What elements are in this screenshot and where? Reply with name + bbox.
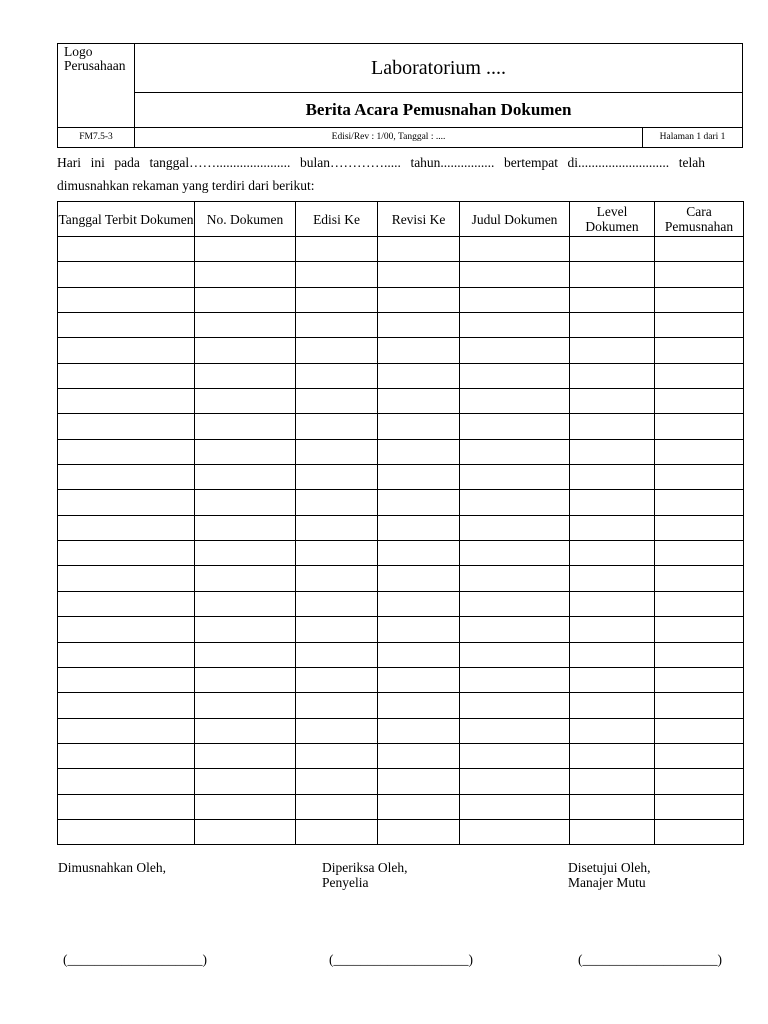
month-blank: bulan…………..... xyxy=(300,155,401,170)
table-cell xyxy=(58,794,195,819)
table-cell xyxy=(195,718,296,743)
table-cell xyxy=(195,566,296,591)
table-cell xyxy=(460,515,570,540)
table-cell xyxy=(570,718,655,743)
table-cell xyxy=(460,313,570,338)
intro-paragraph xyxy=(57,151,705,197)
table-cell xyxy=(58,566,195,591)
table-cell xyxy=(570,819,655,844)
table-cell xyxy=(195,769,296,794)
table-row xyxy=(58,363,744,388)
table-cell xyxy=(296,566,378,591)
table-cell xyxy=(655,389,744,414)
table-cell xyxy=(58,718,195,743)
table-cell xyxy=(296,667,378,692)
table-cell xyxy=(570,642,655,667)
table-cell xyxy=(195,667,296,692)
column-header-document-number: No. Dokumen xyxy=(195,202,296,237)
table-cell xyxy=(195,490,296,515)
intro-word: ini xyxy=(90,155,105,170)
intro-word: Hari xyxy=(57,155,81,170)
table-cell xyxy=(460,287,570,312)
table-cell xyxy=(378,465,460,490)
intro-word: bertempat xyxy=(504,155,558,170)
table-cell xyxy=(58,465,195,490)
table-cell xyxy=(378,338,460,363)
table-cell xyxy=(58,414,195,439)
table-cell xyxy=(378,667,460,692)
table-cell xyxy=(655,313,744,338)
table-cell xyxy=(460,465,570,490)
table-cell xyxy=(460,439,570,464)
table-cell xyxy=(58,439,195,464)
table-cell xyxy=(655,591,744,616)
table-cell xyxy=(296,743,378,768)
document-title: Berita Acara Pemusnahan Dokumen xyxy=(305,100,572,119)
table-cell xyxy=(655,287,744,312)
table-cell xyxy=(655,743,744,768)
table-cell xyxy=(58,338,195,363)
table-cell xyxy=(58,313,195,338)
table-cell xyxy=(570,515,655,540)
table-cell xyxy=(460,262,570,287)
table-cell xyxy=(195,743,296,768)
table-cell xyxy=(58,490,195,515)
table-cell xyxy=(296,338,378,363)
table-cell xyxy=(655,262,744,287)
table-cell xyxy=(570,237,655,262)
table-cell xyxy=(296,313,378,338)
table-cell xyxy=(195,693,296,718)
table-cell xyxy=(296,363,378,388)
table-cell xyxy=(655,693,744,718)
table-cell xyxy=(570,414,655,439)
table-row xyxy=(58,541,744,566)
table-cell xyxy=(195,389,296,414)
table-cell xyxy=(655,617,744,642)
table-cell xyxy=(655,490,744,515)
table-cell xyxy=(655,363,744,388)
table-cell xyxy=(296,591,378,616)
table-cell xyxy=(296,490,378,515)
table-cell xyxy=(296,541,378,566)
table-cell xyxy=(195,363,296,388)
table-cell xyxy=(296,819,378,844)
table-cell xyxy=(570,338,655,363)
table-cell xyxy=(570,617,655,642)
signature-role: Penyelia xyxy=(322,875,369,890)
table-cell xyxy=(570,313,655,338)
table-cell xyxy=(296,794,378,819)
table-cell xyxy=(58,541,195,566)
table-cell xyxy=(195,541,296,566)
table-cell xyxy=(378,693,460,718)
table-cell xyxy=(58,287,195,312)
table-cell xyxy=(655,819,744,844)
table-cell xyxy=(58,819,195,844)
table-cell xyxy=(655,642,744,667)
table-row xyxy=(58,693,744,718)
table-cell xyxy=(195,591,296,616)
table-cell xyxy=(378,642,460,667)
table-cell xyxy=(296,287,378,312)
table-cell xyxy=(378,769,460,794)
table-row xyxy=(58,465,744,490)
table-cell xyxy=(378,617,460,642)
table-cell xyxy=(460,794,570,819)
table-cell xyxy=(655,237,744,262)
column-header-issue-date: Tanggal Terbit Dokumen xyxy=(58,202,195,237)
signature-block-approved-by xyxy=(568,860,651,890)
table-cell xyxy=(460,743,570,768)
table-cell xyxy=(58,642,195,667)
table-cell xyxy=(195,642,296,667)
table-cell xyxy=(655,718,744,743)
table-cell xyxy=(460,642,570,667)
document-header xyxy=(57,43,743,148)
table-cell xyxy=(378,819,460,844)
table-cell xyxy=(570,389,655,414)
table-cell xyxy=(460,769,570,794)
table-cell xyxy=(570,743,655,768)
table-cell xyxy=(195,262,296,287)
table-row xyxy=(58,237,744,262)
table-cell xyxy=(655,541,744,566)
column-header-destruction-method: Cara Pemusnahan xyxy=(655,202,744,237)
laboratory-title: Laboratorium .... xyxy=(135,44,742,93)
location-blank: di........................... xyxy=(567,155,670,170)
table-cell xyxy=(195,465,296,490)
table-cell xyxy=(58,743,195,768)
table-cell xyxy=(58,389,195,414)
table-cell xyxy=(58,769,195,794)
table-cell xyxy=(460,566,570,591)
table-row xyxy=(58,414,744,439)
table-cell xyxy=(570,693,655,718)
table-cell xyxy=(570,794,655,819)
table-row xyxy=(58,490,744,515)
table-cell xyxy=(655,667,744,692)
table-row xyxy=(58,566,744,591)
table-cell xyxy=(378,515,460,540)
table-cell xyxy=(378,262,460,287)
table-cell xyxy=(655,566,744,591)
signature-label: Diperiksa Oleh, xyxy=(322,860,408,875)
table-cell xyxy=(195,515,296,540)
intro-line-2: dimusnahkan rekaman yang terdiri dari berikut: xyxy=(57,178,315,193)
table-cell xyxy=(195,287,296,312)
table-cell xyxy=(378,566,460,591)
column-header-revision: Revisi Ke xyxy=(378,202,460,237)
intro-word: pada xyxy=(114,155,140,170)
table-cell xyxy=(378,591,460,616)
table-cell xyxy=(296,414,378,439)
table-row xyxy=(58,617,744,642)
table-cell xyxy=(570,439,655,464)
table-cell xyxy=(195,414,296,439)
table-cell xyxy=(570,363,655,388)
table-row xyxy=(58,667,744,692)
table-cell xyxy=(58,262,195,287)
table-cell xyxy=(655,338,744,363)
table-cell xyxy=(58,591,195,616)
table-row xyxy=(58,718,744,743)
table-cell xyxy=(655,794,744,819)
table-cell xyxy=(655,414,744,439)
table-cell xyxy=(378,490,460,515)
table-cell xyxy=(378,743,460,768)
table-row xyxy=(58,262,744,287)
table-cell xyxy=(58,667,195,692)
table-cell xyxy=(460,819,570,844)
column-header-document-level: Level Dokumen xyxy=(570,202,655,237)
table-row xyxy=(58,287,744,312)
table-cell xyxy=(460,363,570,388)
column-header-edition: Edisi Ke xyxy=(296,202,378,237)
table-cell xyxy=(460,490,570,515)
table-cell xyxy=(655,465,744,490)
table-cell xyxy=(378,541,460,566)
table-cell xyxy=(58,617,195,642)
signature-role: Manajer Mutu xyxy=(568,875,646,890)
table-cell xyxy=(655,769,744,794)
table-cell xyxy=(195,794,296,819)
table-cell xyxy=(460,591,570,616)
table-cell xyxy=(296,465,378,490)
table-cell xyxy=(570,667,655,692)
signature-line: (____________________) xyxy=(63,952,207,967)
table-row xyxy=(58,769,744,794)
table-body xyxy=(58,237,744,845)
table-cell xyxy=(195,617,296,642)
table-cell xyxy=(296,262,378,287)
signature-block-destroyed-by xyxy=(58,860,166,875)
signature-block-checked-by xyxy=(322,860,407,890)
intro-word: telah xyxy=(678,155,705,170)
table-cell xyxy=(378,363,460,388)
year-blank: tahun................ xyxy=(410,155,495,170)
table-cell xyxy=(58,693,195,718)
table-row xyxy=(58,389,744,414)
table-cell xyxy=(570,769,655,794)
table-cell xyxy=(296,642,378,667)
records-table xyxy=(57,201,744,845)
table-cell xyxy=(570,262,655,287)
table-row xyxy=(58,642,744,667)
table-cell xyxy=(58,363,195,388)
form-code: FM7.5-3 xyxy=(58,128,135,148)
table-cell xyxy=(460,718,570,743)
signature-label: Dimusnahkan Oleh, xyxy=(58,860,166,875)
table-cell xyxy=(296,237,378,262)
table-cell xyxy=(195,439,296,464)
table-row xyxy=(58,743,744,768)
table-cell xyxy=(296,718,378,743)
table-cell xyxy=(460,414,570,439)
table-cell xyxy=(58,515,195,540)
table-row xyxy=(58,591,744,616)
table-cell xyxy=(296,617,378,642)
page-number: Halaman 1 dari 1 xyxy=(642,128,742,148)
table-cell xyxy=(460,338,570,363)
table-row xyxy=(58,819,744,844)
table-cell xyxy=(570,465,655,490)
table-cell xyxy=(378,237,460,262)
table-cell xyxy=(655,439,744,464)
table-cell xyxy=(460,667,570,692)
table-cell xyxy=(296,693,378,718)
table-cell xyxy=(570,541,655,566)
table-cell xyxy=(296,439,378,464)
edition-revision: Edisi/Rev : 1/00, Tanggal : .... xyxy=(331,132,446,142)
table-cell xyxy=(378,389,460,414)
table-cell xyxy=(570,591,655,616)
table-cell xyxy=(58,237,195,262)
table-row xyxy=(58,515,744,540)
table-cell xyxy=(195,313,296,338)
company-logo-placeholder: Logo Perusahaan xyxy=(58,44,135,127)
table-cell xyxy=(378,414,460,439)
intro-line-1 xyxy=(57,151,705,174)
document-meta-row xyxy=(58,127,742,148)
table-cell xyxy=(570,490,655,515)
column-header-document-title: Judul Dokumen xyxy=(460,202,570,237)
table-cell xyxy=(195,819,296,844)
table-header-row xyxy=(58,202,744,237)
table-cell xyxy=(655,515,744,540)
signature-line: (____________________) xyxy=(578,952,722,967)
table-cell xyxy=(378,439,460,464)
date-blank: tanggal……...................... xyxy=(149,155,291,170)
table-cell xyxy=(195,237,296,262)
signature-label: Disetujui Oleh, xyxy=(568,860,651,875)
table-cell xyxy=(296,515,378,540)
table-cell xyxy=(460,237,570,262)
table-cell xyxy=(460,541,570,566)
table-cell xyxy=(195,338,296,363)
table-cell xyxy=(378,718,460,743)
table-cell xyxy=(378,313,460,338)
signature-line: (____________________) xyxy=(329,952,473,967)
table-cell xyxy=(296,389,378,414)
table-row xyxy=(58,313,744,338)
table-cell xyxy=(378,794,460,819)
table-row xyxy=(58,794,744,819)
table-row xyxy=(58,338,744,363)
table-cell xyxy=(378,287,460,312)
table-cell xyxy=(570,287,655,312)
table-cell xyxy=(460,617,570,642)
table-cell xyxy=(570,566,655,591)
table-cell xyxy=(460,389,570,414)
table-cell xyxy=(296,769,378,794)
table-cell xyxy=(460,693,570,718)
table-row xyxy=(58,439,744,464)
